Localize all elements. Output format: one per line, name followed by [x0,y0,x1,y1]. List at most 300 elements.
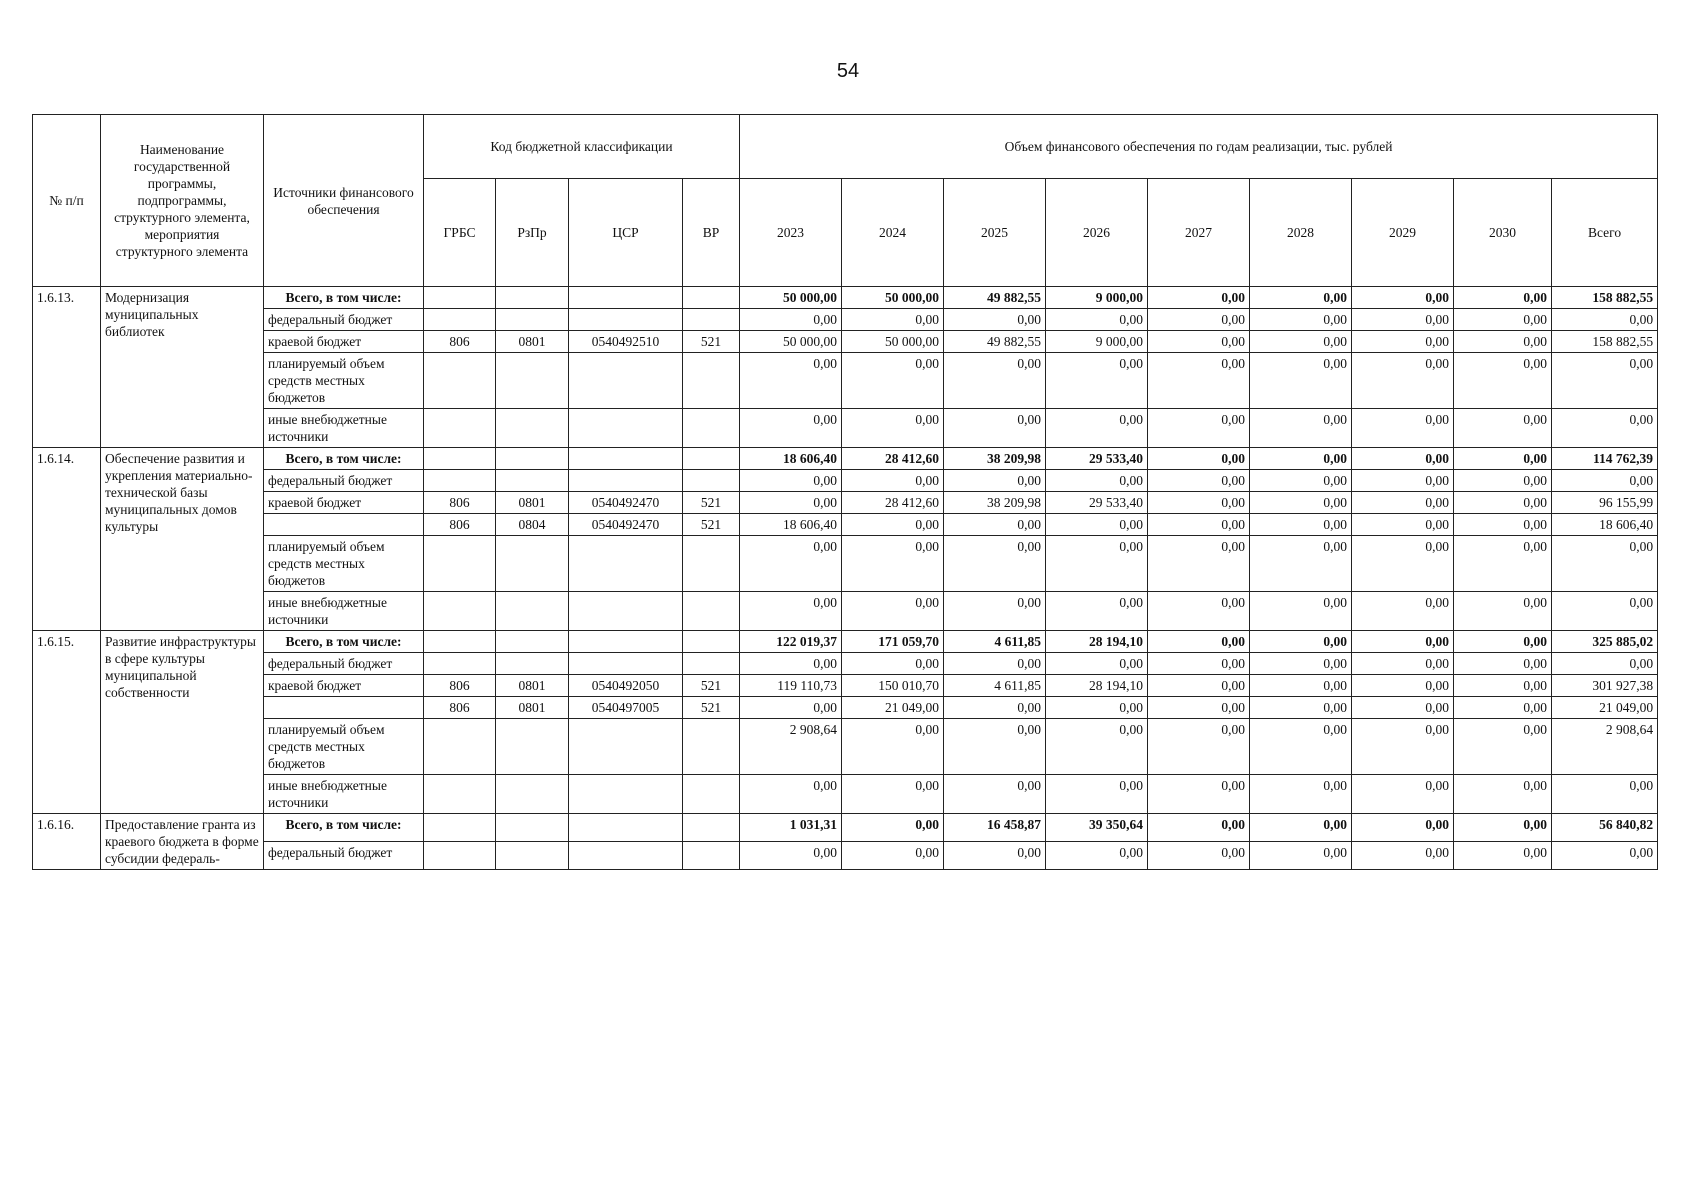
value-2027: 0,00 [1148,353,1250,409]
funding-source: иные внебюджетные источники [264,409,424,448]
code-grbs [424,719,496,775]
table-row [33,536,1658,592]
value-2029: 0,00 [1352,653,1454,675]
table-row [33,842,1658,870]
value-2029: 0,00 [1352,492,1454,514]
value-2027: 0,00 [1148,653,1250,675]
table-row [33,492,1658,514]
value-total: 0,00 [1552,775,1658,814]
funding-source: федеральный бюджет [264,309,424,331]
code-grbs [424,631,496,653]
value-total: 158 882,55 [1552,331,1658,353]
code-grbs [424,470,496,492]
value-2026: 28 194,10 [1046,631,1148,653]
value-2029: 0,00 [1352,353,1454,409]
code-csr: 0540492470 [569,492,683,514]
code-csr [569,775,683,814]
code-csr: 0540492050 [569,675,683,697]
header-year-2024: 2024 [842,179,944,287]
code-rzpr [496,470,569,492]
code-vr [683,287,740,309]
item-name: Предоставление гранта из краевого бюджета в форме субсидии федераль- [101,814,264,870]
header-year-2026: 2026 [1046,179,1148,287]
code-rzpr [496,353,569,409]
value-2027: 0,00 [1148,675,1250,697]
value-2023: 0,00 [740,536,842,592]
value-2027: 0,00 [1148,719,1250,775]
code-vr [683,448,740,470]
value-2024: 0,00 [842,592,944,631]
code-rzpr: 0801 [496,675,569,697]
value-2024: 28 412,60 [842,448,944,470]
value-2029: 0,00 [1352,331,1454,353]
value-2026: 29 533,40 [1046,492,1148,514]
value-2026: 0,00 [1046,470,1148,492]
value-2025: 0,00 [944,842,1046,870]
code-rzpr [496,536,569,592]
code-rzpr [496,631,569,653]
value-2028: 0,00 [1250,775,1352,814]
value-2025: 49 882,55 [944,287,1046,309]
value-2030: 0,00 [1454,675,1552,697]
value-2026: 0,00 [1046,536,1148,592]
value-2030: 0,00 [1454,448,1552,470]
table-row [33,592,1658,631]
value-2025: 0,00 [944,470,1046,492]
code-grbs [424,814,496,842]
value-2023: 0,00 [740,592,842,631]
value-2025: 38 209,98 [944,492,1046,514]
funding-source: краевой бюджет [264,492,424,514]
value-2025: 0,00 [944,536,1046,592]
value-2025: 0,00 [944,309,1046,331]
code-csr [569,842,683,870]
code-vr: 521 [683,697,740,719]
value-2029: 0,00 [1352,631,1454,653]
table-row [33,470,1658,492]
table-row [33,353,1658,409]
value-total: 0,00 [1552,842,1658,870]
value-2030: 0,00 [1454,592,1552,631]
value-2028: 0,00 [1250,287,1352,309]
value-2024: 0,00 [842,653,944,675]
value-2029: 0,00 [1352,409,1454,448]
table-row [33,675,1658,697]
value-total: 0,00 [1552,536,1658,592]
value-2029: 0,00 [1352,697,1454,719]
code-csr [569,719,683,775]
funding-source: Всего, в том числе: [264,287,424,309]
code-csr [569,814,683,842]
code-csr [569,631,683,653]
value-total: 0,00 [1552,353,1658,409]
table-body [33,287,1658,870]
code-vr [683,353,740,409]
value-total: 114 762,39 [1552,448,1658,470]
funding-source: краевой бюджет [264,675,424,697]
header-vr: ВР [683,179,740,287]
code-rzpr: 0801 [496,331,569,353]
value-2026: 28 194,10 [1046,675,1148,697]
value-2030: 0,00 [1454,470,1552,492]
header-year-2023: 2023 [740,179,842,287]
value-2027: 0,00 [1148,309,1250,331]
code-csr: 0540497005 [569,697,683,719]
funding-source: Всего, в том числе: [264,448,424,470]
value-2028: 0,00 [1250,309,1352,331]
item-number: 1.6.15. [33,631,101,814]
value-2024: 0,00 [842,409,944,448]
value-2024: 50 000,00 [842,287,944,309]
value-2026: 0,00 [1046,719,1148,775]
value-2028: 0,00 [1250,842,1352,870]
header-total: Всего [1552,179,1658,287]
value-2026: 9 000,00 [1046,331,1148,353]
code-csr [569,536,683,592]
value-2023: 0,00 [740,353,842,409]
value-2024: 0,00 [842,536,944,592]
table-row [33,631,1658,653]
code-grbs [424,448,496,470]
value-2024: 171 059,70 [842,631,944,653]
value-2026: 0,00 [1046,697,1148,719]
value-2029: 0,00 [1352,470,1454,492]
code-vr [683,631,740,653]
code-rzpr: 0801 [496,492,569,514]
funding-source: Всего, в том числе: [264,631,424,653]
table-row [33,409,1658,448]
item-number: 1.6.16. [33,814,101,870]
code-grbs [424,409,496,448]
value-2024: 0,00 [842,842,944,870]
value-2029: 0,00 [1352,448,1454,470]
code-grbs [424,653,496,675]
value-2024: 0,00 [842,719,944,775]
value-2024: 0,00 [842,814,944,842]
value-2023: 1 031,31 [740,814,842,842]
value-2029: 0,00 [1352,775,1454,814]
code-vr [683,592,740,631]
code-vr: 521 [683,492,740,514]
code-vr [683,309,740,331]
value-2025: 0,00 [944,592,1046,631]
value-2023: 0,00 [740,492,842,514]
value-2027: 0,00 [1148,331,1250,353]
value-2023: 0,00 [740,409,842,448]
value-2030: 0,00 [1454,775,1552,814]
funding-source: планируемый объем средств местных бюджетов [264,719,424,775]
value-2027: 0,00 [1148,536,1250,592]
value-2023: 0,00 [740,470,842,492]
funding-source [264,514,424,536]
value-2030: 0,00 [1454,492,1552,514]
code-vr [683,842,740,870]
value-total: 0,00 [1552,309,1658,331]
value-2025: 0,00 [944,514,1046,536]
funding-source: федеральный бюджет [264,653,424,675]
table-row [33,331,1658,353]
code-vr: 521 [683,331,740,353]
value-2025: 38 209,98 [944,448,1046,470]
page-number: 54 [836,60,860,82]
code-csr: 0540492510 [569,331,683,353]
header-kbk-group: Код бюджетной классификации [424,115,740,179]
value-2030: 0,00 [1454,353,1552,409]
value-2028: 0,00 [1250,814,1352,842]
value-2023: 0,00 [740,653,842,675]
value-2026: 9 000,00 [1046,287,1148,309]
value-2030: 0,00 [1454,814,1552,842]
value-2027: 0,00 [1148,775,1250,814]
code-vr [683,814,740,842]
value-2025: 0,00 [944,409,1046,448]
value-2026: 0,00 [1046,842,1148,870]
value-2028: 0,00 [1250,492,1352,514]
code-rzpr: 0804 [496,514,569,536]
value-2028: 0,00 [1250,592,1352,631]
table-row [33,719,1658,775]
value-2023: 18 606,40 [740,448,842,470]
header-year-2030: 2030 [1454,179,1552,287]
item-number: 1.6.14. [33,448,101,631]
code-csr [569,409,683,448]
value-total: 21 049,00 [1552,697,1658,719]
code-vr [683,653,740,675]
value-2027: 0,00 [1148,287,1250,309]
code-grbs: 806 [424,514,496,536]
value-2026: 0,00 [1046,514,1148,536]
value-2026: 0,00 [1046,409,1148,448]
code-rzpr [496,814,569,842]
value-2027: 0,00 [1148,631,1250,653]
value-total: 96 155,99 [1552,492,1658,514]
code-grbs: 806 [424,675,496,697]
value-2025: 0,00 [944,719,1046,775]
value-total: 2 908,64 [1552,719,1658,775]
code-rzpr [496,775,569,814]
value-2023: 0,00 [740,309,842,331]
funding-source: Всего, в том числе: [264,814,424,842]
value-2030: 0,00 [1454,842,1552,870]
value-2025: 16 458,87 [944,814,1046,842]
code-vr [683,775,740,814]
value-2028: 0,00 [1250,470,1352,492]
code-grbs: 806 [424,697,496,719]
value-2028: 0,00 [1250,653,1352,675]
table-row [33,814,1658,842]
value-2025: 0,00 [944,697,1046,719]
code-rzpr [496,842,569,870]
code-csr [569,653,683,675]
value-2027: 0,00 [1148,448,1250,470]
value-2024: 21 049,00 [842,697,944,719]
item-name: Развитие инфраструктуры в сфере культуры муниципальной собственности [101,631,264,814]
value-2024: 0,00 [842,470,944,492]
value-2030: 0,00 [1454,331,1552,353]
code-vr [683,409,740,448]
value-2028: 0,00 [1250,409,1352,448]
funding-source: иные внебюджетные источники [264,775,424,814]
header-rzpr: РзПр [496,179,569,287]
value-2029: 0,00 [1352,814,1454,842]
value-2026: 29 533,40 [1046,448,1148,470]
value-2027: 0,00 [1148,492,1250,514]
value-total: 18 606,40 [1552,514,1658,536]
value-2023: 50 000,00 [740,331,842,353]
value-2025: 0,00 [944,353,1046,409]
value-2028: 0,00 [1250,353,1352,409]
header-grbs: ГРБС [424,179,496,287]
value-2024: 50 000,00 [842,331,944,353]
code-grbs [424,842,496,870]
header-year-2029: 2029 [1352,179,1454,287]
value-2030: 0,00 [1454,409,1552,448]
value-2027: 0,00 [1148,409,1250,448]
value-2029: 0,00 [1352,514,1454,536]
code-csr [569,592,683,631]
funding-source: федеральный бюджет [264,842,424,870]
funding-source: планируемый объем средств местных бюджетов [264,536,424,592]
code-grbs [424,353,496,409]
value-total: 0,00 [1552,592,1658,631]
code-rzpr [496,448,569,470]
value-total: 0,00 [1552,409,1658,448]
value-2026: 0,00 [1046,653,1148,675]
table-row [33,309,1658,331]
code-csr: 0540492470 [569,514,683,536]
table-row [33,697,1658,719]
header-source: Источники финансового обеспечения [264,115,424,287]
value-2023: 122 019,37 [740,631,842,653]
code-vr: 521 [683,675,740,697]
code-csr [569,448,683,470]
value-2025: 0,00 [944,775,1046,814]
value-2023: 0,00 [740,775,842,814]
value-total: 0,00 [1552,470,1658,492]
code-csr [569,470,683,492]
value-total: 158 882,55 [1552,287,1658,309]
value-2023: 18 606,40 [740,514,842,536]
code-rzpr [496,409,569,448]
value-total: 325 885,02 [1552,631,1658,653]
funding-source: федеральный бюджет [264,470,424,492]
value-2030: 0,00 [1454,514,1552,536]
funding-source: планируемый объем средств местных бюджетов [264,353,424,409]
value-2023: 0,00 [740,697,842,719]
value-2024: 0,00 [842,775,944,814]
header-csr: ЦСР [569,179,683,287]
value-2027: 0,00 [1148,842,1250,870]
value-2028: 0,00 [1250,631,1352,653]
code-grbs [424,287,496,309]
value-2028: 0,00 [1250,697,1352,719]
code-rzpr [496,287,569,309]
value-2024: 150 010,70 [842,675,944,697]
value-2030: 0,00 [1454,309,1552,331]
value-2029: 0,00 [1352,536,1454,592]
header-year-2025: 2025 [944,179,1046,287]
value-2029: 0,00 [1352,592,1454,631]
value-2027: 0,00 [1148,697,1250,719]
value-2025: 0,00 [944,653,1046,675]
header-no: № п/п [33,115,101,287]
header-name: Наименование государственной программы, подпрограммы, структурного элемента, мероприятия структурного элемента [101,115,264,287]
code-vr [683,536,740,592]
code-grbs: 806 [424,492,496,514]
code-csr [569,353,683,409]
value-2026: 0,00 [1046,309,1148,331]
code-grbs [424,536,496,592]
value-2029: 0,00 [1352,309,1454,331]
code-rzpr: 0801 [496,697,569,719]
funding-source: краевой бюджет [264,331,424,353]
value-2024: 0,00 [842,514,944,536]
funding-source [264,697,424,719]
value-2023: 0,00 [740,842,842,870]
table-row [33,287,1658,309]
value-2027: 0,00 [1148,814,1250,842]
value-2025: 4 611,85 [944,675,1046,697]
value-2029: 0,00 [1352,287,1454,309]
item-number: 1.6.13. [33,287,101,448]
value-2028: 0,00 [1250,448,1352,470]
table-row [33,514,1658,536]
code-vr [683,719,740,775]
code-grbs: 806 [424,331,496,353]
value-2027: 0,00 [1148,592,1250,631]
code-rzpr [496,309,569,331]
code-vr [683,470,740,492]
value-2027: 0,00 [1148,514,1250,536]
value-2029: 0,00 [1352,675,1454,697]
value-2024: 28 412,60 [842,492,944,514]
value-2029: 0,00 [1352,842,1454,870]
value-2028: 0,00 [1250,514,1352,536]
value-total: 301 927,38 [1552,675,1658,697]
value-2028: 0,00 [1250,719,1352,775]
value-2023: 119 110,73 [740,675,842,697]
value-2028: 0,00 [1250,536,1352,592]
item-name: Модернизация муниципальных библиотек [101,287,264,448]
funding-source: иные внебюджетные источники [264,592,424,631]
value-total: 56 840,82 [1552,814,1658,842]
value-2029: 0,00 [1352,719,1454,775]
value-total: 0,00 [1552,653,1658,675]
header-years-group: Объем финансового обеспечения по годам реализации, тыс. рублей [740,115,1658,179]
value-2030: 0,00 [1454,287,1552,309]
value-2023: 2 908,64 [740,719,842,775]
value-2026: 0,00 [1046,775,1148,814]
code-csr [569,287,683,309]
value-2024: 0,00 [842,309,944,331]
code-grbs [424,592,496,631]
value-2026: 0,00 [1046,592,1148,631]
code-csr [569,309,683,331]
table-row [33,775,1658,814]
value-2028: 0,00 [1250,675,1352,697]
value-2024: 0,00 [842,353,944,409]
value-2030: 0,00 [1454,719,1552,775]
value-2025: 4 611,85 [944,631,1046,653]
code-rzpr [496,719,569,775]
code-rzpr [496,592,569,631]
value-2027: 0,00 [1148,470,1250,492]
table-row [33,448,1658,470]
item-name: Обеспечение развития и укрепления материально-технической базы муниципальных домов культуры [101,448,264,631]
value-2028: 0,00 [1250,331,1352,353]
header-year-2028: 2028 [1250,179,1352,287]
table-row [33,653,1658,675]
